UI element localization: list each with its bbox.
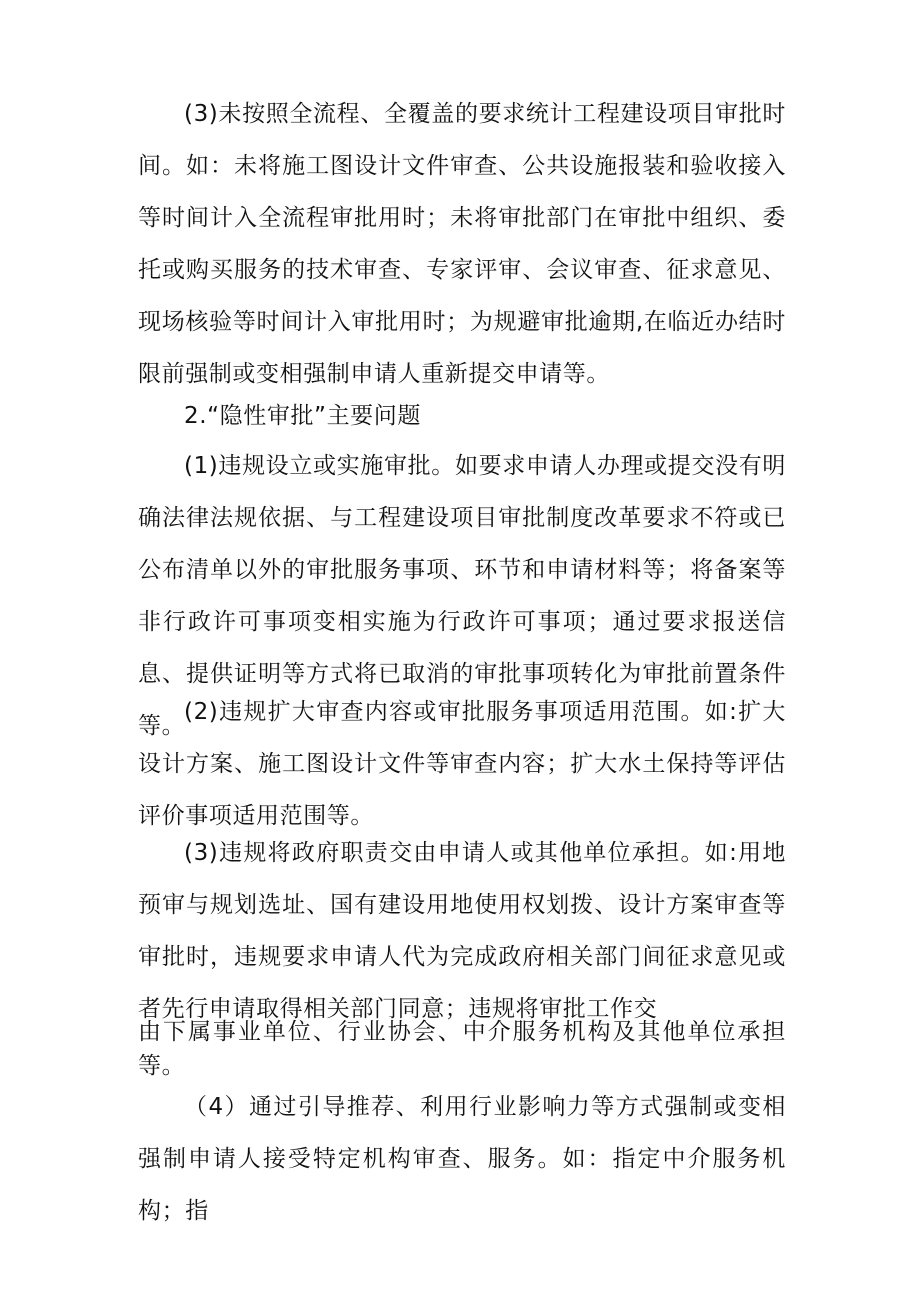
section-heading-hidden-approval: 2.“隐性审批”主要问题 (184, 403, 421, 429)
paragraph-illegal-approval: (1)违规设立或实施审批。如要求申请人办理或提交没有明确法律法规依据、与工程建设项目审批制度改革要求不符或已公布清单以外的审批服务事项、环节和申请材料等；将备案等非行政许可事项变相实施为行政许可事项；通过要求报送信息、提供证明等方式将已取消的审批事项转化为审批前置条件等。 (138, 453, 786, 739)
paragraph-designated-agency: （4）通过引导推荐、利用行业影响力等方式强制或变相强制申请人接受特定机构审查、服务。如：指定中介服务机构；指 (138, 1094, 786, 1224)
paragraph-government-duties: (3)违规将政府职责交由申请人或其他单位承担。如:用地预审与规划选址、国有建设用地使用权划拨、设计方案审查等审批时，违规要求申请人代为完成政府相关部门间征求意见或者先行申请取得相关部门同意；违规将审批工作交 (138, 840, 786, 1022)
paragraph-expand-scope: (2)违规扩大审查内容或审批服务事项适用范围。如:扩大设计方案、施工图设计文件等审查内容；扩大水土保持等评估评价事项适用范围等。 (138, 699, 786, 829)
paragraph-statistics-time: (3)未按照全流程、全覆盖的要求统计工程建设项目审批时间。如：未将施工图设计文件审查、公共设施报装和验收接入等时间计入全流程审批用时；未将审批部门在审批中组织、委托或购买服务的技术审查、专家评审、会议审查、征求意见、现场核验等时间计入审批用时；为规避审批逾期,在临近办结时限前强制或变相强制申请人重新提交申请等。 (138, 101, 786, 387)
paragraph-government-duties-continued: 由下属事业单位、行业协会、中介服务机构及其他单位承担等。 (138, 1019, 786, 1079)
